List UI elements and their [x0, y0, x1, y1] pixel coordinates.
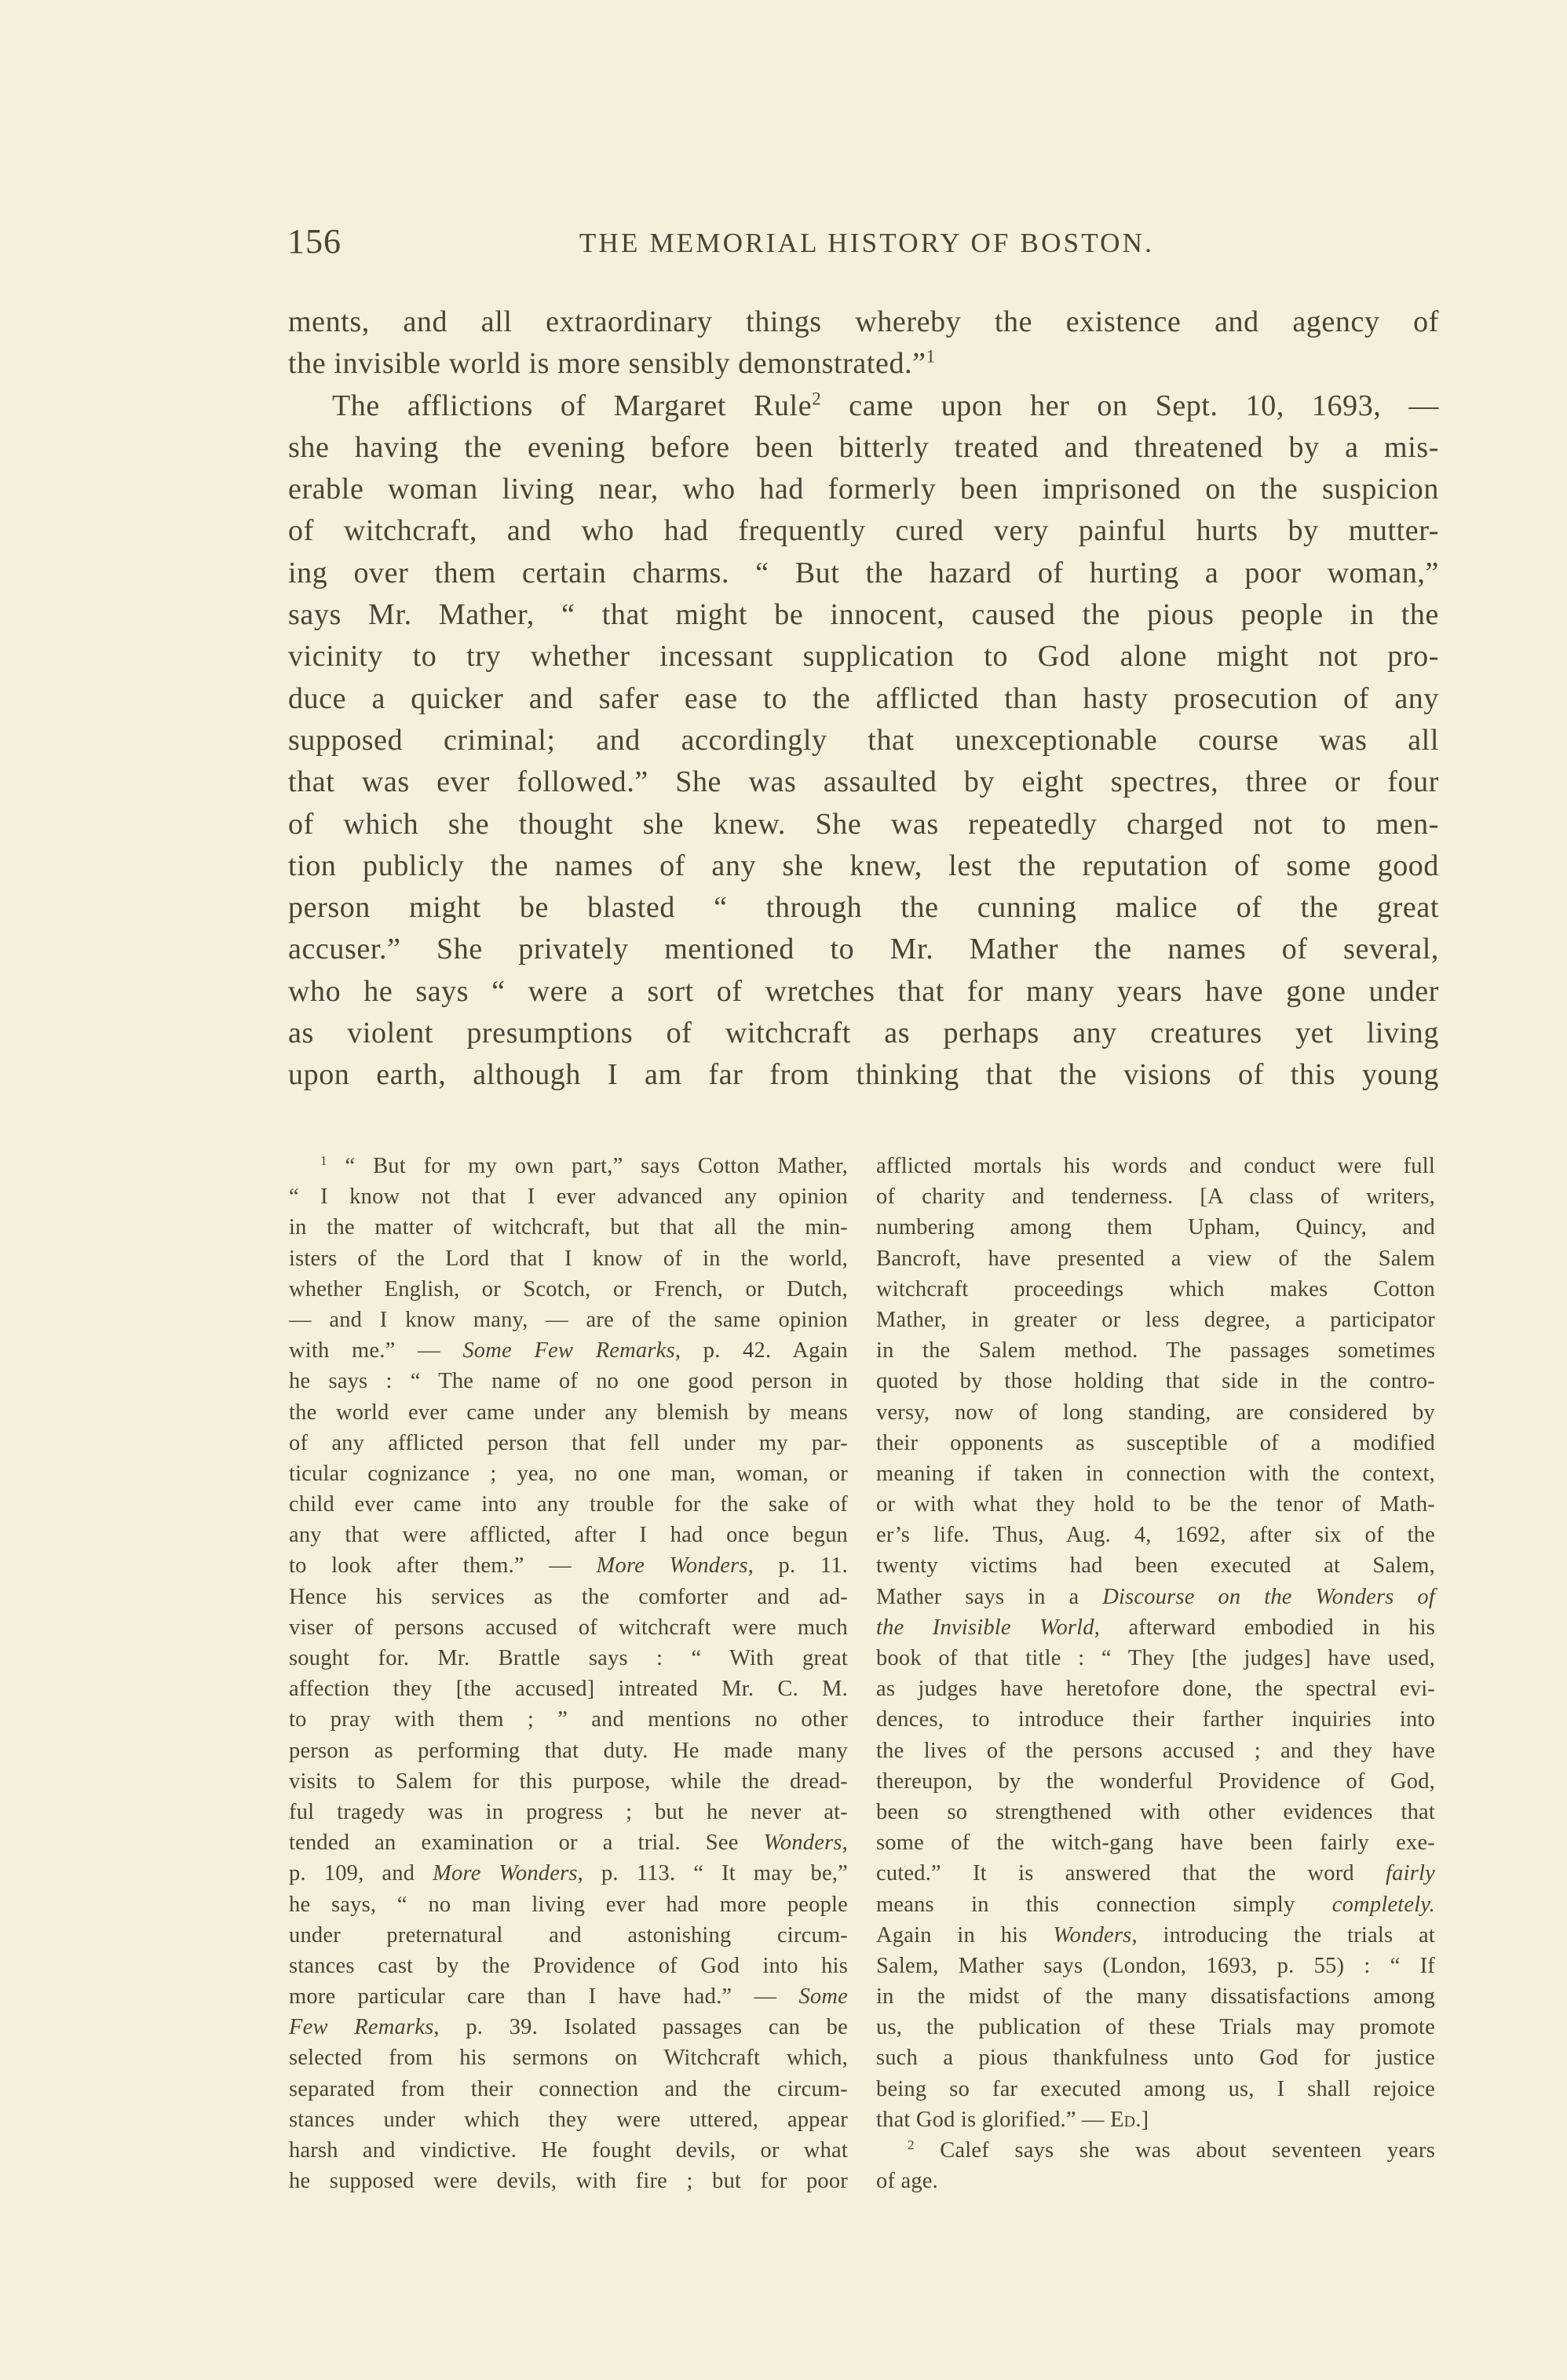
text-line: [289, 1674, 848, 1704]
text-run: thereupon, by the wonderful Providence of God,: [876, 1769, 1435, 1794]
text-line: [289, 1489, 848, 1520]
text-line: [289, 1612, 848, 1643]
text-line: [876, 2104, 1435, 2135]
text-line: [289, 1704, 848, 1735]
footnote-marker: 2: [908, 2137, 915, 2152]
text-run: who he says “ were a sort of wretches that for many years have gone under: [288, 974, 1439, 1008]
text-line: [876, 1151, 1435, 1181]
text-line: [288, 678, 1439, 720]
text-line: [289, 1643, 848, 1674]
italic-title: the Invisible World: [876, 1615, 1094, 1640]
text-line: [289, 1458, 848, 1489]
text-run: twenty victims had been executed at Salem,: [876, 1553, 1435, 1579]
text-line: [289, 2104, 848, 2135]
text-line: [289, 1397, 848, 1428]
text-line: [876, 1827, 1435, 1858]
text-run: Again in his: [876, 1922, 1054, 1947]
text-line: [876, 1951, 1435, 1981]
text-run: being so far executed among us, I shall rejoice: [876, 2076, 1435, 2101]
text-run: book of that title : “ They [the judges] have used,: [876, 1646, 1435, 1670]
italic-title: Some: [798, 1984, 848, 2009]
text-line: [289, 1797, 848, 1827]
text-line: [289, 1766, 848, 1797]
text-line: [288, 343, 1439, 385]
text-line: [288, 594, 1439, 636]
text-line: [289, 1951, 848, 1981]
text-run: erable woman living near, who had formerly been imprisoned on the suspicion: [288, 473, 1439, 506]
text-run: any that were afflicted, after I had once begun: [289, 1523, 848, 1548]
text-line: [289, 1920, 848, 1951]
text-line: [288, 553, 1439, 594]
editor-mark: Ed.: [1110, 2107, 1141, 2132]
text-line: [289, 2166, 848, 2196]
text-line: [876, 1612, 1435, 1643]
text-line: [876, 2135, 1435, 2166]
text-run: cuted.” It is answered that the word: [876, 1861, 1386, 1886]
text-line: [289, 1981, 848, 2012]
text-line: [876, 1181, 1435, 1212]
text-line: [289, 1827, 848, 1858]
text-run: the world ever came under any blemish by means: [289, 1400, 848, 1425]
text-run: person might be blasted “ through the cunning malice of the great: [288, 891, 1439, 925]
text-run: their opponents as susceptible of a modified: [876, 1430, 1435, 1455]
text-run: witchcraft proceedings which makes Cotton: [876, 1276, 1435, 1301]
text-run: in the midst of the many dissatisfactions among: [876, 1984, 1435, 2009]
text-run: of which she thought she knew. She was repeatedly charged not to men-: [288, 807, 1439, 841]
text-run: some of the witch-gang have been fairly exe-: [876, 1831, 1435, 1856]
text-line: [876, 1458, 1435, 1489]
text-run: affection they [the accused] intreated Mr. C. M.: [289, 1677, 848, 1702]
text-run: visits to Salem for this purpose, while the dread-: [289, 1769, 848, 1794]
text-run: that was ever followed.” She was assaulted by eight spectres, three or four: [288, 765, 1439, 799]
text-run: Bancroft, have presented a view of the Salem: [876, 1246, 1435, 1271]
text-run: under preternatural and astonishing circum-: [289, 1922, 848, 1947]
text-run: harsh and vindictive. He fought devils, or what: [289, 2138, 848, 2163]
text-run: of any afflicted person that fell under my par-: [289, 1430, 848, 1455]
text-line: [288, 469, 1439, 510]
text-line: [876, 1274, 1435, 1305]
text-line: [876, 1766, 1435, 1797]
text-run: of witchcraft, and who had frequently cured very painful hurts by mutter-: [288, 514, 1439, 548]
text-run: means in this connection simply: [876, 1892, 1332, 1917]
text-run: duce a quicker and safer ease to the afflicted than hasty prosecution of any: [288, 681, 1439, 715]
text-line: [289, 1181, 848, 1212]
text-line: [288, 510, 1439, 552]
text-line: [876, 1920, 1435, 1951]
text-run: as violent presumptions of witchcraft as perhaps any creatures yet living: [288, 1017, 1439, 1050]
text-line: [876, 1674, 1435, 1704]
footnote-marker: 1: [320, 1152, 327, 1168]
text-line: [876, 1335, 1435, 1366]
text-line: [289, 1858, 848, 1889]
text-run: isters of the Lord that I know of in the world,: [289, 1246, 848, 1271]
text-run: ing over them certain charms. “ But the hazard of hurting a poor woman,”: [288, 556, 1439, 590]
italic-title: Few Remarks: [289, 2015, 434, 2040]
text-run: he says : “ The name of no one good person in: [289, 1369, 848, 1394]
text-line: [289, 1889, 848, 1920]
text-line: [288, 301, 1439, 343]
text-run: ticular cognizance ; yea, no one man, woman, or: [289, 1461, 848, 1486]
text-line: [289, 1428, 848, 1458]
italic-title: Some Few Remarks: [462, 1338, 675, 1363]
page-number: 156: [287, 222, 342, 261]
text-run: versy, now of long standing, are considered by: [876, 1400, 1435, 1425]
text-run: , p. 39. Isolated passages can be: [433, 2015, 848, 2040]
text-line: [289, 1736, 848, 1766]
italic-title: fairly: [1386, 1861, 1435, 1886]
text-run: quoted by those holding that side in the contro-: [876, 1369, 1435, 1394]
text-run: , afterward embodied in his: [1094, 1615, 1436, 1640]
text-line: [289, 2135, 848, 2166]
text-line: [876, 1797, 1435, 1827]
text-line: [289, 2074, 848, 2104]
text-run: came upon her on Sept. 10, 1693, —: [821, 389, 1439, 422]
text-run: sought for. Mr. Brattle says : “ With great: [289, 1646, 848, 1670]
text-run: Mather, in greater or less degree, a participator: [876, 1307, 1435, 1332]
text-run: of age.: [876, 2169, 938, 2194]
text-line: [289, 1243, 848, 1274]
text-run: ,: [842, 1831, 848, 1856]
text-line: [876, 1643, 1435, 1674]
text-line: [876, 1889, 1435, 1920]
text-run: numbering among them Upham, Quincy, and: [876, 1215, 1435, 1240]
text-run: — and I know many, — are of the same opinion: [289, 1307, 848, 1332]
text-line: [876, 1397, 1435, 1428]
italic-title: More Wonders: [596, 1553, 748, 1579]
text-line: [876, 1212, 1435, 1243]
text-line: [876, 1704, 1435, 1735]
text-run: , p. 113. “ It may be,”: [577, 1861, 849, 1886]
text-run: been so strengthened with other evidences that: [876, 1799, 1435, 1824]
text-run: Calef says she was about seventeen years: [914, 2138, 1435, 2163]
text-run: “ I know not that I ever advanced any opinion: [289, 1185, 848, 1210]
text-line: [876, 1550, 1435, 1581]
text-line: [288, 1013, 1439, 1054]
text-run: he says, “ no man living ever had more people: [289, 1892, 848, 1917]
text-run: ments, and all extraordinary things whereby the existence and agency of: [288, 305, 1439, 338]
text-run: such a pious thankfulness unto God for justice: [876, 2046, 1435, 2071]
text-line: [876, 2042, 1435, 2073]
text-run: the invisible world is more sensibly demonstrated.”: [288, 347, 926, 381]
footnote-marker: 1: [926, 346, 936, 367]
text-line: [288, 720, 1439, 761]
text-run: the lives of the persons accused ; and they have: [876, 1738, 1435, 1763]
text-run: selected from his sermons on Witchcraft which,: [289, 2046, 848, 2071]
text-line: [876, 1858, 1435, 1889]
text-run: , p. 11.: [747, 1553, 848, 1579]
text-line: [876, 1489, 1435, 1520]
text-line: [876, 2166, 1435, 2196]
body-text: [288, 301, 1439, 1097]
text-run: ful tragedy was in progress ; but he never at-: [289, 1799, 848, 1824]
text-run: stances cast by the Providence of God into his: [289, 1953, 848, 1978]
text-line: [876, 1305, 1435, 1335]
italic-title: completely.: [1331, 1892, 1435, 1917]
text-line: [288, 761, 1439, 803]
text-line: [288, 887, 1439, 929]
italic-title: Discourse on the Wonders of: [1102, 1584, 1435, 1609]
text-run: she having the evening before been bitterly treated and threatened by a mis-: [288, 430, 1439, 464]
text-line: [289, 1335, 848, 1366]
text-line: [876, 2074, 1435, 2104]
text-line: [289, 1550, 848, 1581]
text-line: [288, 929, 1439, 970]
text-run: viser of persons accused of witchcraft were much: [289, 1615, 848, 1640]
text-run: as judges have heretofore done, the spectral evi-: [876, 1677, 1435, 1702]
text-line: [876, 1428, 1435, 1458]
text-line: [288, 385, 1439, 427]
text-line: [289, 1274, 848, 1305]
text-line: [288, 845, 1439, 887]
text-run: p. 109, and: [289, 1861, 433, 1886]
text-line: [288, 427, 1439, 469]
text-line: [289, 1212, 848, 1243]
text-run: more particular care than I have had.” —: [289, 1984, 799, 2009]
text-run: to pray with them ; ” and mentions no other: [289, 1707, 848, 1732]
text-run: he supposed were devils, with fire ; but for poor: [289, 2169, 848, 2194]
italic-title: More Wonders: [433, 1861, 578, 1886]
text-run: says Mr. Mather, “ that might be innocent, caused the pious people in the: [288, 598, 1439, 632]
text-run: tion publicly the names of any she knew, lest the reputation of some good: [288, 849, 1439, 882]
text-line: [876, 1520, 1435, 1550]
text-run: The afflictions of Margaret Rule: [332, 389, 813, 422]
text-run: upon earth, although I am far from thinking that the visions of this young: [288, 1058, 1439, 1092]
running-title: THE MEMORIAL HISTORY OF BOSTON.: [579, 228, 1155, 258]
text-run: of charity and tenderness. [A class of writers,: [876, 1185, 1435, 1210]
text-run: in the Salem method. The passages sometimes: [876, 1338, 1435, 1363]
text-run: meaning if taken in connection with the context,: [876, 1461, 1435, 1486]
text-line: [289, 1151, 848, 1181]
italic-title: Wonders: [1053, 1922, 1132, 1947]
text-run: afflicted mortals his words and conduct were full: [876, 1154, 1435, 1178]
text-line: [288, 636, 1439, 677]
text-line: [289, 2012, 848, 2042]
text-line: [876, 1736, 1435, 1766]
text-line: [289, 1582, 848, 1612]
text-run: person as performing that duty. He made many: [289, 1738, 848, 1763]
text-line: [876, 1981, 1435, 2012]
text-line: [288, 971, 1439, 1013]
text-line: [288, 804, 1439, 845]
text-run: , introducing the trials at: [1131, 1922, 1435, 1947]
text-line: [876, 1366, 1435, 1396]
footnotes-right-column: [876, 1151, 1435, 2196]
text-run: with me.” —: [289, 1338, 463, 1363]
text-line: [288, 1054, 1439, 1096]
text-run: supposed criminal; and accordingly that unexceptionable course was all: [288, 723, 1439, 757]
text-run: er’s life. Thus, Aug. 4, 1692, after six of the: [876, 1523, 1435, 1548]
italic-title: Wonders: [763, 1831, 842, 1856]
text-line: [289, 2042, 848, 2073]
text-line: [876, 2012, 1435, 2042]
text-run: Hence his services as the comforter and ad-: [289, 1584, 848, 1609]
text-run: separated from their connection and the circum-: [289, 2076, 848, 2101]
text-run: us, the publication of these Trials may promote: [876, 2015, 1435, 2040]
text-line: [289, 1366, 848, 1396]
text-run: vicinity to try whether incessant supplication to God alone might not pro-: [288, 640, 1439, 673]
text-run: ]: [1141, 2107, 1149, 2132]
text-run: child ever came into any trouble for the sake of: [289, 1492, 848, 1517]
text-run: , p. 42. Again: [674, 1338, 848, 1363]
text-line: [289, 1305, 848, 1335]
text-run: accuser.” She privately mentioned to Mr. Mather the names of several,: [288, 933, 1439, 966]
text-run: whether English, or Scotch, or French, or Dutch,: [289, 1276, 848, 1301]
text-run: or with what they hold to be the tenor of Math-: [876, 1492, 1435, 1517]
text-run: dences, to introduce their farther inquiries into: [876, 1707, 1435, 1732]
text-run: Mather says in a: [876, 1584, 1103, 1609]
footnote-marker: 2: [812, 388, 822, 408]
text-run: Salem, Mather says (London, 1693, p. 55) : “ If: [876, 1953, 1435, 1978]
text-line: [876, 1582, 1435, 1612]
text-run: “ But for my own part,” says Cotton Mather,: [327, 1154, 848, 1178]
text-run: tended an examination or a trial. See: [289, 1831, 764, 1856]
text-run: to look after them.” —: [289, 1553, 597, 1579]
text-line: [289, 1520, 848, 1550]
text-run: in the matter of witchcraft, but that all the min-: [289, 1215, 848, 1240]
footnotes-left-column: [289, 1151, 848, 2196]
text-line: [876, 1243, 1435, 1274]
text-run: stances under which they were uttered, appear: [289, 2107, 848, 2132]
text-run: that God is glorified.” —: [876, 2107, 1111, 2132]
